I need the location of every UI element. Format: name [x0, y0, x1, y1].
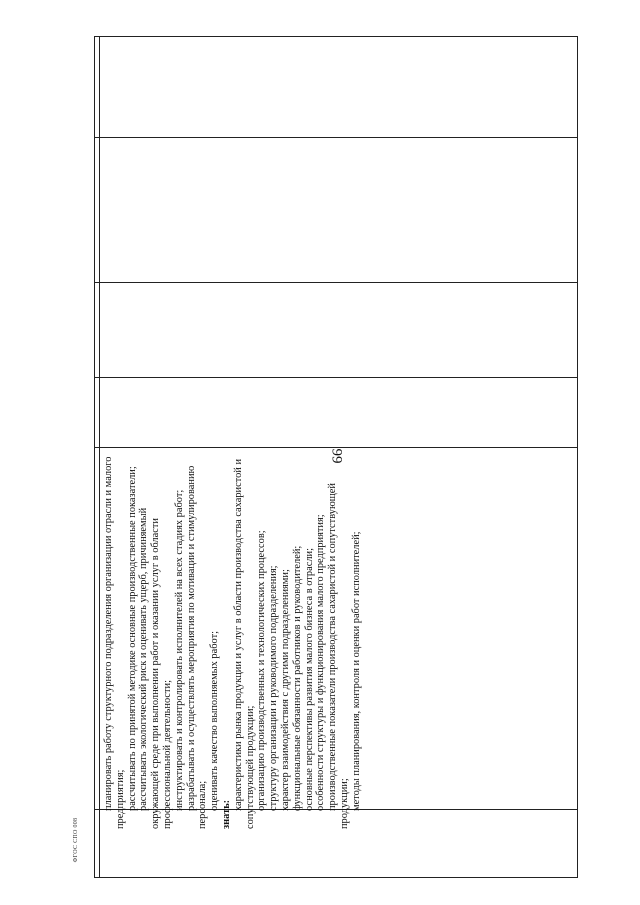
cell-line: разрабатывать и осуществлять мероприятия по мотивации и стимулированию персонала;: [185, 465, 209, 829]
table-row-divider: [95, 137, 577, 138]
cell-line: рассчитывать экологический риск и оценивать ущерб, причиняемый окружающей среде при выполнении работ и оказании услуг в области профессиональной деятельности;: [138, 507, 173, 829]
cell-line: рассчитывать по принятой методике основные производственные показатели;: [126, 466, 138, 811]
table-cell-competencies: [103, 449, 491, 837]
footer-code: ФГОС СПО 008: [73, 817, 79, 863]
cell-text-block: [103, 449, 363, 829]
table-row-divider: [95, 377, 577, 378]
table-column-divider: [99, 37, 100, 877]
cell-line: основные перспективы развития малого бизнеса в отрасли;: [303, 548, 315, 811]
table: [94, 36, 578, 878]
cell-line: характеристики рынка продукции и услуг в области производства сахаристой и сопутствующей продукции;: [232, 458, 256, 829]
table-row-divider: [95, 282, 577, 283]
table-row-divider: [95, 447, 577, 448]
cell-line: инструктировать и контролировать исполнителей на всех стадиях работ;: [173, 489, 185, 811]
cell-line: организацию производственных и технологических процессов;: [256, 530, 268, 811]
cell-line: функциональные обязанности работников и руководителей;: [291, 545, 303, 811]
cell-line: знать:: [220, 799, 232, 829]
cell-line: производственные показатели производства сахаристой и сопутствующей продукции;: [327, 483, 350, 829]
cell-line: методы планирования, контроля и оценки работ исполнителей;: [350, 531, 362, 811]
page-number: 99: [328, 448, 345, 464]
cell-line: оценивать качество выполняемых работ;: [209, 630, 221, 811]
cell-line: планировать работу структурного подразделения организации отрасли и малого предприятия;: [103, 456, 126, 829]
cell-line: структуру организации и руководимого подразделения;: [268, 565, 280, 811]
cell-line: характер взаимодействия с другими подразделениями;: [279, 569, 291, 811]
cell-line: особенности структуры и функционирования малого предприятия;: [315, 514, 327, 811]
